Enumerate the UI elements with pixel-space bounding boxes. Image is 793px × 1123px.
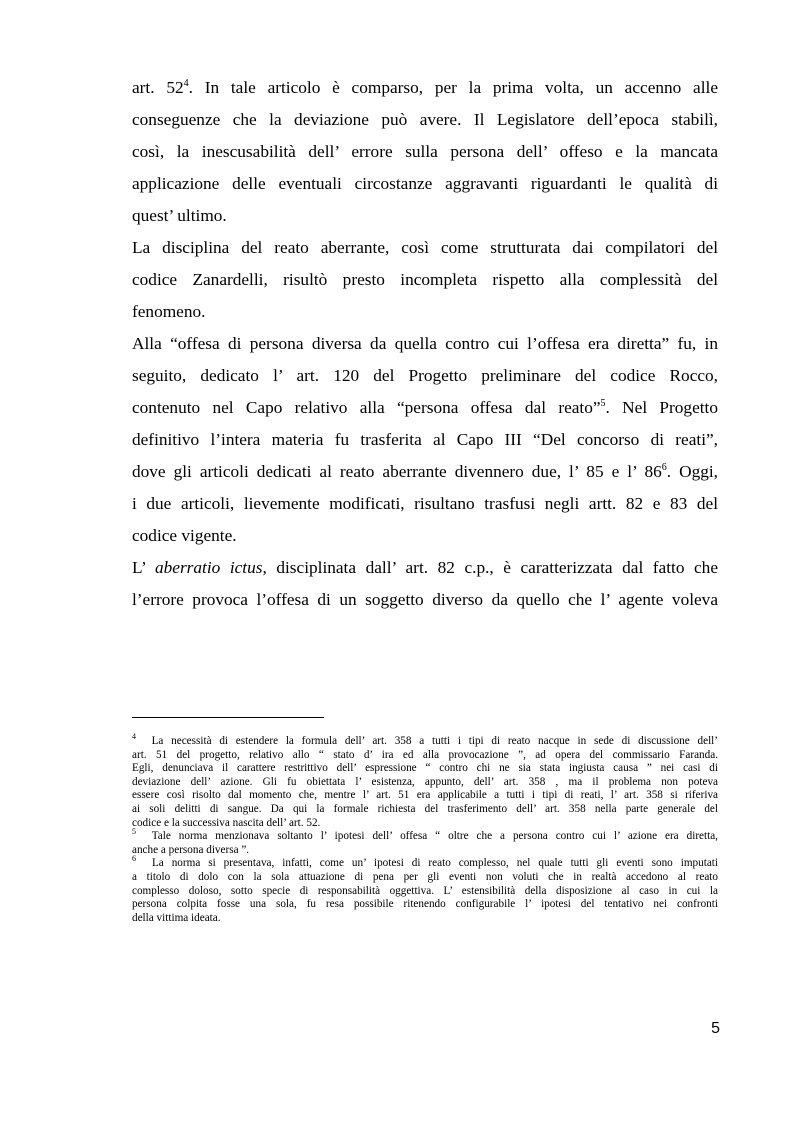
footnote-line: anche a persona diversa ”. <box>132 843 250 856</box>
text-line: applicazione delle eventuali circostanze aggravanti riguardanti le qualità di <box>132 174 718 193</box>
footnote-ref-4[interactable]: 4 <box>183 78 189 89</box>
footnote-ref-5[interactable]: 5 <box>600 398 606 409</box>
paragraph-3 <box>132 328 718 552</box>
footnote-line: essere così risolto dal momento che, mentre l’ art. 51 era applicabile a tutti i tipi di reati, l’ art. 358 si riferiva <box>132 789 718 802</box>
footnote-line: Egli, denunciava il carattere restrittivo dell’ espressione “ contro chi ne sia stata ingiusta causa ” nei casi di <box>132 762 718 775</box>
paragraph-4 <box>132 552 718 616</box>
footnote-line: ai soli delitti di sangue. Da qui la formale richiesta del trasferimento dell’ art. 358 nella parte generale del <box>132 802 718 815</box>
text-line: conseguenze che la deviazione può avere. Il Legislatore dell’epoca stabilì, <box>132 110 718 129</box>
italic-term: aberratio ictus <box>155 558 263 577</box>
text-line: codice Zanardelli, risultò presto incompleta rispetto alla complessità del <box>132 270 718 289</box>
text-line: fenomeno. <box>132 302 206 321</box>
text-line: dove gli articoli dedicati al reato aberrante divennero due, l’ 85 e l’ $86^6$. Oggi, <box>132 462 718 481</box>
footnote-line: della vittima ideata. <box>132 911 221 924</box>
footnote-number: 4 <box>132 732 136 741</box>
footnote-line: complesso doloso, sotto specie di responsabilità oggettiva. L’ estensibilità della disposizione al caso in cui la <box>132 884 718 897</box>
footnote-4 <box>132 732 719 830</box>
footnote-5 <box>132 827 718 857</box>
footnote-number: 5 <box>132 827 136 837</box>
footnotes <box>132 732 719 925</box>
paragraph-1 <box>132 72 718 232</box>
text-line: l’errore provoca l’offesa di un soggetto diverso da quello che l’ agente voleva <box>132 590 718 609</box>
footnote-number: 6 <box>132 854 136 864</box>
footnote-line: $^4$ La necessità di estendere la formula dell’ art. 358 a tutti i tipi di reato nacque in sede di discussione dell’ <box>132 732 719 747</box>
footnote-line: a titolo di dolo con la sola attuazione di pena per gli eventi non voluti che in realtà accedono al reato <box>132 870 718 883</box>
text-line: L’ aberratio ictus, disciplinata dall’ art. 82 c.p., è caratterizzata dal fatto che <box>132 558 718 577</box>
page-number: 5 <box>711 1020 720 1037</box>
main-text <box>132 72 718 616</box>
text-line: così, la inescusabilità dell’ errore sulla persona dell’ offeso e la mancata <box>132 142 718 161</box>
text-line: codice vigente. <box>132 526 237 545</box>
text-line: La disciplina del reato aberrante, così come strutturata dai compilatori del <box>132 238 718 257</box>
text-line: art. $52^4$. In tale articolo è comparso, per la prima volta, un accenno alle <box>132 78 718 97</box>
text-line: contenuto nel Capo relativo alla “persona offesa dal reato”$^5$. Nel Progetto <box>132 398 718 417</box>
footnote-6 <box>132 854 719 925</box>
footnote-separator <box>132 717 324 718</box>
text-line: Alla “offesa di persona diversa da quella contro cui l’offesa era diretta” fu, in <box>132 334 718 353</box>
text-line: seguito, dedicato l’ art. 120 del Progetto preliminare del codice Rocco, <box>132 366 718 385</box>
text-line: quest’ ultimo. <box>132 206 227 225</box>
footnote-line: codice e la successiva nascita dell’ art. 52. <box>132 816 321 829</box>
paragraph-2 <box>132 232 718 328</box>
text-line: definitivo l’intera materia fu trasferita al Capo III “Del concorso di reati”, <box>132 430 718 449</box>
footnote-line: art. 51 del progetto, relativo allo “ stato d’ ira ed alla provocazione ”, ad opera del commissario Faranda. <box>132 748 718 761</box>
footnote-line: deviazione dell’ azione. Gli fu obiettata l’ esistenza, appunto, dell’ art. 358 , ma il problema non poteva <box>132 775 718 788</box>
text-line: i due articoli, lievemente modificati, risultano trasfusi negli artt. 82 e 83 del <box>132 494 718 513</box>
footnote-line: $^6$ La norma si presentava, infatti, come un’ ipotesi di reato complesso, nel quale tutti gli eventi sono imputati <box>132 854 719 870</box>
footnote-line: $^5$ Tale norma menzionava soltanto l’ ipotesi dell’ offesa “ oltre che a persona contro cui l’ azione era diretta, <box>132 827 718 843</box>
footnote-line: persona colpita fosse una sola, fu resa possibile ritenendo configurabile l’ ipotesi del tentativo nei confronti <box>132 898 718 911</box>
footnote-ref-6[interactable]: 6 <box>661 462 667 473</box>
